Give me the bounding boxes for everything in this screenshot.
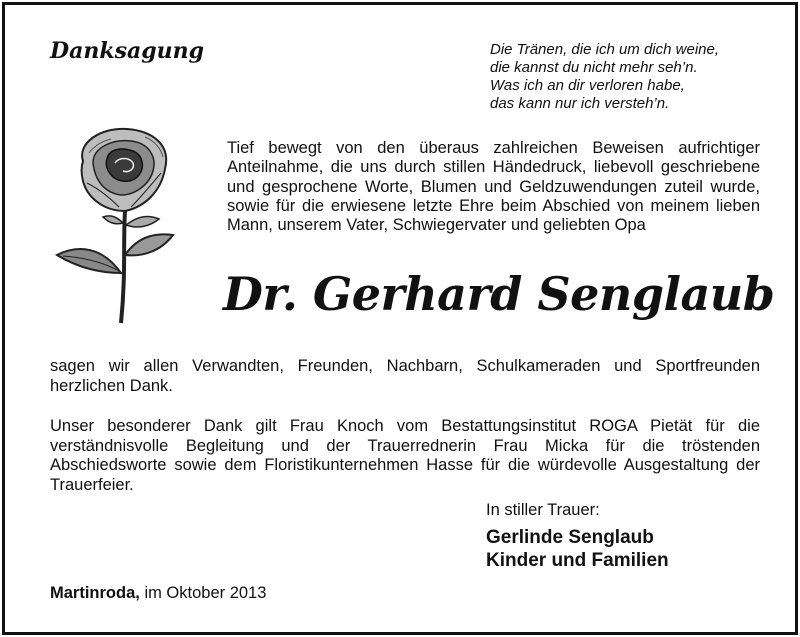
family-names bbox=[486, 526, 669, 572]
rose-icon bbox=[53, 123, 183, 333]
special-thanks-text: Unser besonderer Dank gilt Frau Knoch vom Bestattungsinstitut ROGA Pietät für die verständnisvolle Begleitung und der Trauerrednerin Frau Micka für die tröstenden Abschiedsworte sowie dem Floristikunternehmen Hasse für die würdevolle Ausgestaltung der Trauerfeier. bbox=[50, 417, 760, 494]
poem-line: Was ich an dir verloren habe, bbox=[490, 77, 685, 94]
intro-text: Tief bewegt von den überaus zahlreichen Beweisen aufrichtiger Anteilnahme, die uns durch stillen Händedruck, liebevoll geschriebene und gesprochene Worte, Blumen und Geldzuwendungen zuteil wurde, sowie für die erwiesene letzte Ehre beim Abschied von meinem lieben Mann, unserem Vater, Schwiegervater und geliebten Opa bbox=[227, 139, 760, 235]
poem bbox=[490, 41, 790, 113]
date: im Oktober 2013 bbox=[144, 584, 267, 602]
mourning-label: In stiller Trauer: bbox=[486, 501, 600, 519]
family-name: Gerlinde Senglaub bbox=[486, 527, 654, 548]
place-date bbox=[50, 584, 266, 603]
poem-line: Die Tränen, die ich um dich weine, bbox=[490, 41, 719, 58]
poem-line: das kann nur ich versteh’n. bbox=[490, 95, 670, 112]
place: Martinroda, bbox=[50, 584, 140, 602]
deceased-name: Dr. Gerhard Senglaub bbox=[223, 267, 775, 321]
thanks-text: sagen wir allen Verwandten, Freunden, Nachbarn, Schulkameraden und Sportfreunden herzlichen Dank. bbox=[50, 357, 760, 395]
heading: Danksagung bbox=[50, 38, 204, 64]
poem-line: die kannst du nicht mehr seh’n. bbox=[490, 59, 698, 76]
notice-frame bbox=[2, 2, 798, 635]
family-name: Kinder und Familien bbox=[486, 550, 669, 571]
